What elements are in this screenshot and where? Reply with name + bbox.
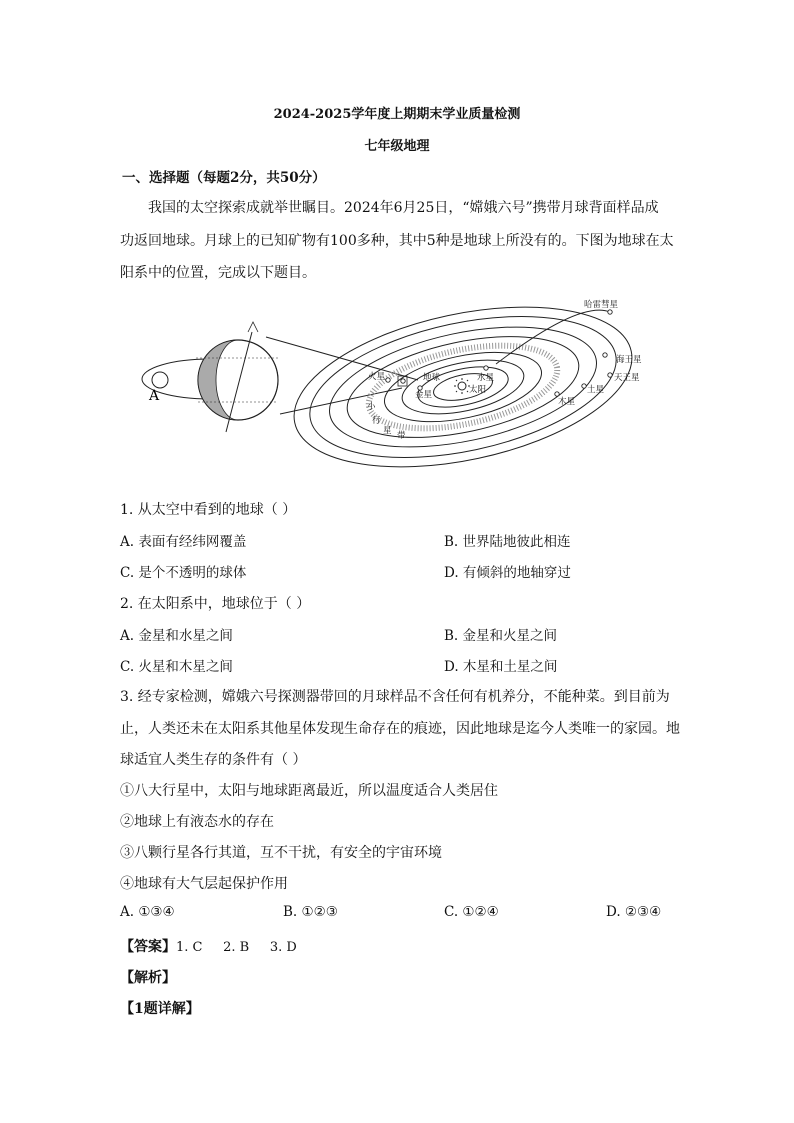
q1-option-c[interactable]: C. 是个不透明的球体: [120, 565, 247, 581]
detail-heading: 【1题详解】: [120, 1001, 200, 1017]
label-halley: 哈雷彗星: [584, 300, 619, 310]
label-mercury: 水星: [477, 373, 495, 383]
q2-stem: 2. 在太阳系中，地球位于（ ）: [120, 596, 311, 612]
q1-option-d[interactable]: D. 有倾斜的地轴穿过: [444, 565, 571, 581]
answer-label: 【答案】: [120, 939, 176, 955]
sun-icon: [454, 378, 470, 394]
analysis-heading: 【解析】: [120, 970, 176, 986]
intro-line-3: 阳系中的位置，完成以下题目。: [120, 265, 316, 281]
label-belt-2: 行: [372, 416, 381, 426]
answer-values: 1. C 2. B 3. D: [176, 940, 297, 955]
q3-item-3: ③八颗行星各行其道，互不干扰，有安全的宇宙环境: [120, 845, 442, 861]
q1-stem: 1. 从太空中看到的地球（ ）: [120, 502, 297, 518]
q2-option-c[interactable]: C. 火星和木星之间: [120, 659, 233, 675]
q3-stem-line-2: 止，人类还未在太阳系其他星体发现生命存在的痕迹，因此地球是迄今人类唯一的家园。地: [120, 721, 680, 737]
label-a: A: [149, 388, 160, 404]
label-uranus: 天王星: [614, 373, 640, 383]
q3-stem-line-1: 3. 经专家检测，嫦娥六号探测器带回的月球样品不含任何有机养分，不能种菜。到目前为: [120, 689, 670, 705]
label-sun: 太阳: [469, 385, 487, 395]
section-heading: 一、选择题（每题2分，共50分）: [122, 170, 326, 186]
label-belt-4: 带: [397, 431, 406, 441]
intro-line-2: 功返回地球。月球上的已知矿物有100多种，其中5种是地球上所没有的。下图为地球在太: [120, 233, 674, 249]
solar-system-figure: [140, 292, 660, 472]
q3-option-a[interactable]: A. ①③④: [120, 904, 175, 920]
q3-item-2: ②地球上有液态水的存在: [120, 814, 274, 830]
label-belt-1: 小: [367, 402, 376, 412]
label-earth: 地球: [423, 373, 441, 383]
q2-option-d[interactable]: D. 木星和土星之间: [444, 659, 558, 675]
q3-option-d[interactable]: D. ②③④: [606, 904, 662, 920]
intro-line-1: 我国的太空探索成就举世瞩目。2024年6月25日，“嫦娥六号”携带月球背面样品成: [148, 200, 659, 216]
q3-item-4: ④地球有大气层起保护作用: [120, 876, 288, 892]
label-neptune: 海王星: [616, 355, 642, 365]
q1-option-b[interactable]: B. 世界陆地彼此相连: [444, 534, 571, 550]
q3-item-1: ①八大行星中，太阳与地球距离最近，所以温度适合人类居住: [120, 783, 498, 799]
exam-title: 2024-2025学年度上期期末学业质量检测: [273, 107, 521, 122]
q3-option-c[interactable]: C. ①②④: [444, 904, 499, 920]
q3-stem-line-3: 球适宜人类生存的条件有（ ）: [120, 752, 307, 768]
label-jupiter: 木星: [558, 397, 576, 407]
earth-globe-illustration: [142, 322, 278, 432]
label-saturn: 土星: [587, 385, 605, 395]
q3-option-b[interactable]: B. ①②③: [283, 904, 338, 920]
q1-option-a[interactable]: A. 表面有经纬网覆盖: [120, 534, 247, 550]
q2-option-b[interactable]: B. 金星和火星之间: [444, 628, 558, 644]
q2-option-a[interactable]: A. 金星和水星之间: [120, 628, 233, 644]
label-venus: 金星: [415, 390, 433, 400]
exam-subtitle: 七年级地理: [364, 139, 430, 154]
answer-row: [120, 936, 297, 956]
label-mars: 火星: [368, 372, 386, 382]
label-belt-3: 星: [383, 426, 392, 436]
